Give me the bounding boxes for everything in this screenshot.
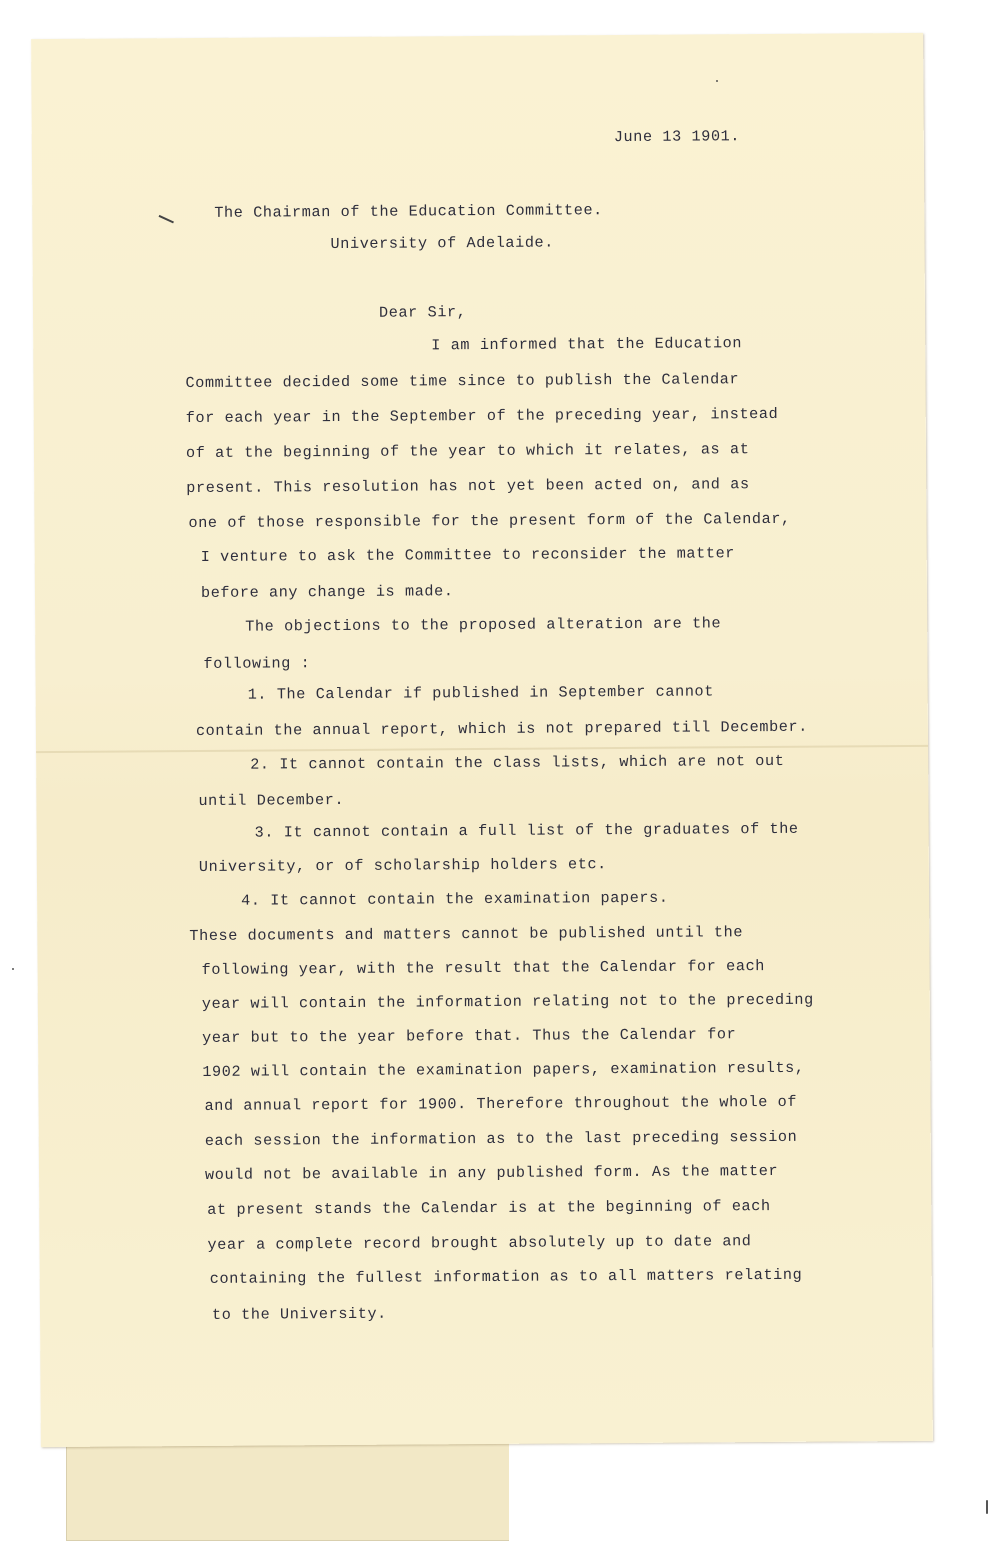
body-line: would not be available in any published form. As the matter [204, 1161, 779, 1184]
list-item: 3. It cannot contain a full list of the graduates of the [254, 819, 799, 842]
letter-page [31, 33, 933, 1447]
body-line: University, or of scholarship holders etc. [198, 855, 607, 876]
body-line: year but to the year before that. Thus the Calendar for [202, 1025, 737, 1047]
body-line: contain the annual report, which is not prepared till December. [195, 717, 808, 740]
body-line: present. This resolution has not yet been acted on, and as [186, 475, 750, 498]
body-line: Committee decided some time since to publish the Calendar [185, 370, 740, 393]
body-line: I venture to ask the Committee to reconsider the matter [200, 544, 736, 566]
body-line: I am informed that the Education [431, 334, 743, 355]
ink-speck [716, 80, 718, 82]
pen-mark [159, 215, 174, 223]
body-line: following : [203, 654, 311, 673]
list-item: 2. It cannot contain the class lists, which are not out [250, 751, 785, 774]
body-line: one of those responsible for the present form of the Calendar, [188, 509, 791, 533]
body-line: The objections to the proposed alteration are the [245, 614, 722, 636]
underlying-page [66, 1440, 509, 1541]
body-line: year a complete record brought absolutely up to date and [207, 1232, 752, 1254]
ink-speck [12, 968, 14, 970]
body-line: 1902 will contain the examination papers, examination results, [202, 1058, 805, 1081]
ink-speck [986, 1500, 988, 1514]
body-line: These documents and matters cannot be published until the [189, 923, 744, 946]
list-item: 1. The Calendar if published in September cannot [247, 682, 715, 704]
body-line: and annual report for 1900. Therefore throughout the whole of [204, 1092, 798, 1115]
body-line: before any change is made. [200, 582, 454, 602]
body-line: each session the information as to the last preceding session [204, 1127, 798, 1150]
body-line: until December. [198, 790, 345, 810]
body-line: year will contain the information relating not to the preceding [201, 990, 814, 1013]
salutation: Dear Sir, [378, 303, 467, 322]
body-line: to the University. [211, 1304, 387, 1324]
recipient-line-1: The Chairman of the Education Committee. [214, 201, 603, 222]
recipient-line-2: University of Adelaide. [330, 233, 555, 254]
letter-date: June 13 1901. [613, 127, 741, 147]
body-line: following year, with the result that the Calendar for each [201, 957, 766, 979]
body-line: containing the fullest information as to all matters relating [209, 1265, 803, 1288]
list-item: 4. It cannot contain the examination papers. [241, 888, 669, 910]
body-line: at present stands the Calendar is at the beginning of each [207, 1196, 771, 1219]
body-line: of at the beginning of the year to which it relates, as at [185, 440, 750, 463]
paper-fold [36, 745, 928, 753]
body-line: for each year in the September of the preceding year, instead [185, 404, 779, 428]
